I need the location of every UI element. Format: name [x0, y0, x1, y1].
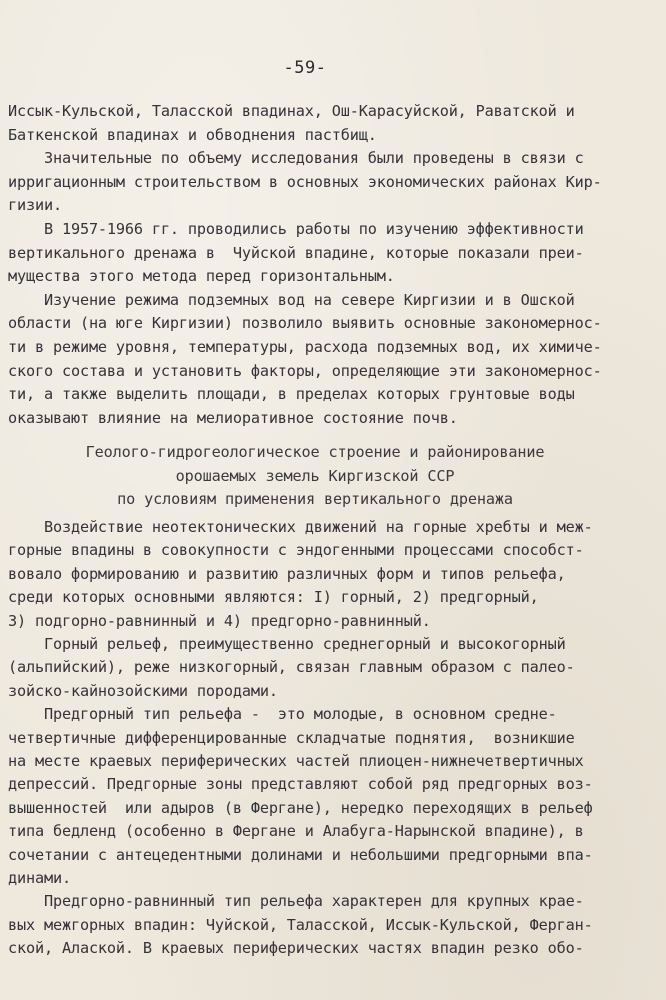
text-line: 3) подгорно-равнинный и 4) предгорно-равнинный. — [8, 611, 431, 630]
text-line: оказывают влияние на мелиоративное состояние почв. — [8, 408, 458, 427]
text-line: Предгорно-равнинный тип рельефа характерен для крупных крае- — [8, 892, 584, 911]
text-line: области (на юге Киргизии) позволило выявить основные закономернос- — [8, 314, 602, 333]
text-line: ирригационным строительством в основных экономических районах Кир- — [8, 172, 602, 191]
text-line: ской, Алаской. В краевых периферических частях впадин резко обо- — [8, 939, 584, 958]
text-line: четвертичные дифференцированные складчатые поднятия, возникшие — [8, 728, 575, 747]
text-line: Изучение режима подземных вод на севере Киргизии и в Ошской — [8, 290, 575, 309]
text-line: Баткенской впадинах и обводнения пастбищ. — [8, 125, 377, 144]
text-line: горные впадины в совокупности с эндогенными процессами способст- — [8, 541, 584, 560]
text-line: Значительные по объему исследования были проведены в связи с — [8, 149, 584, 168]
text-line: ти в режиме уровня, температуры, расхода подземных вод, их химиче- — [8, 338, 602, 356]
page-number: -59- — [283, 58, 327, 78]
text-line: мущества этого метода перед горизонтальным. — [8, 267, 395, 286]
text-line: Предгорный тип рельефа - это молодые, в основном средне- — [8, 705, 557, 724]
text-line: гизии. — [8, 196, 62, 215]
text-line: вышенностей или адыров (в Фергане), нередко переходящих в рельеф — [8, 798, 593, 817]
text-line: ти, а также выделить площади, в пределах которых грунтовые воды — [8, 385, 575, 404]
text-line: на месте краевых периферических частей плиоцен-нижнечетвертичных — [8, 752, 584, 770]
text-line: типа бедленд (особенно в Фергане и Алабуга-Нарынской впадине), в — [8, 822, 584, 841]
text-line: орошаемых земель Киргизской ССР — [175, 466, 455, 485]
text-line: Воздействие неотектонических движений на горные хребты и меж- — [8, 518, 593, 536]
text-line: В 1957-1966 гг. проводились работы по изучению эффективности — [8, 220, 584, 238]
text-line: депрессий. Предгорные зоны представляют собой ряд предгорных воз- — [8, 775, 593, 794]
text-line: зойско-кайнозойскими породами. — [8, 681, 278, 700]
text-line: Геолого-гидрогеологическое строение и районирование — [85, 443, 545, 461]
text-line: сочетании с антецедентными долинами и небольшими предгорными впа- — [8, 845, 593, 864]
text-line: ского состава и установить факторы, определяющие эти закономернос- — [8, 361, 602, 380]
text-line: вых межгорных впадин: Чуйской, Таласской, Иссык-Кульской, Ферган- — [8, 915, 593, 934]
text-line: динами. — [8, 869, 71, 887]
text-line: Иссык-Кульской, Таласской впадинах, Ош-Карасуйской, Раватской и — [8, 102, 575, 120]
text-line: Горный рельеф, преимущественно среднегорный и высокогорный — [8, 635, 566, 653]
text-line: вертикального дренажа в Чуйской впадине, которые показали преи- — [8, 243, 584, 262]
text-line: (альпийский), реже низкогорный, связан главным образом с палео- — [8, 658, 575, 677]
text-line: по условиям применения вертикального дренажа — [117, 490, 513, 508]
text-line: среди которых основными являются: I) горный, 2) предгорный, — [8, 588, 539, 607]
text-line: вовало формированию и развитию различных форм и типов рельефа, — [8, 564, 566, 583]
